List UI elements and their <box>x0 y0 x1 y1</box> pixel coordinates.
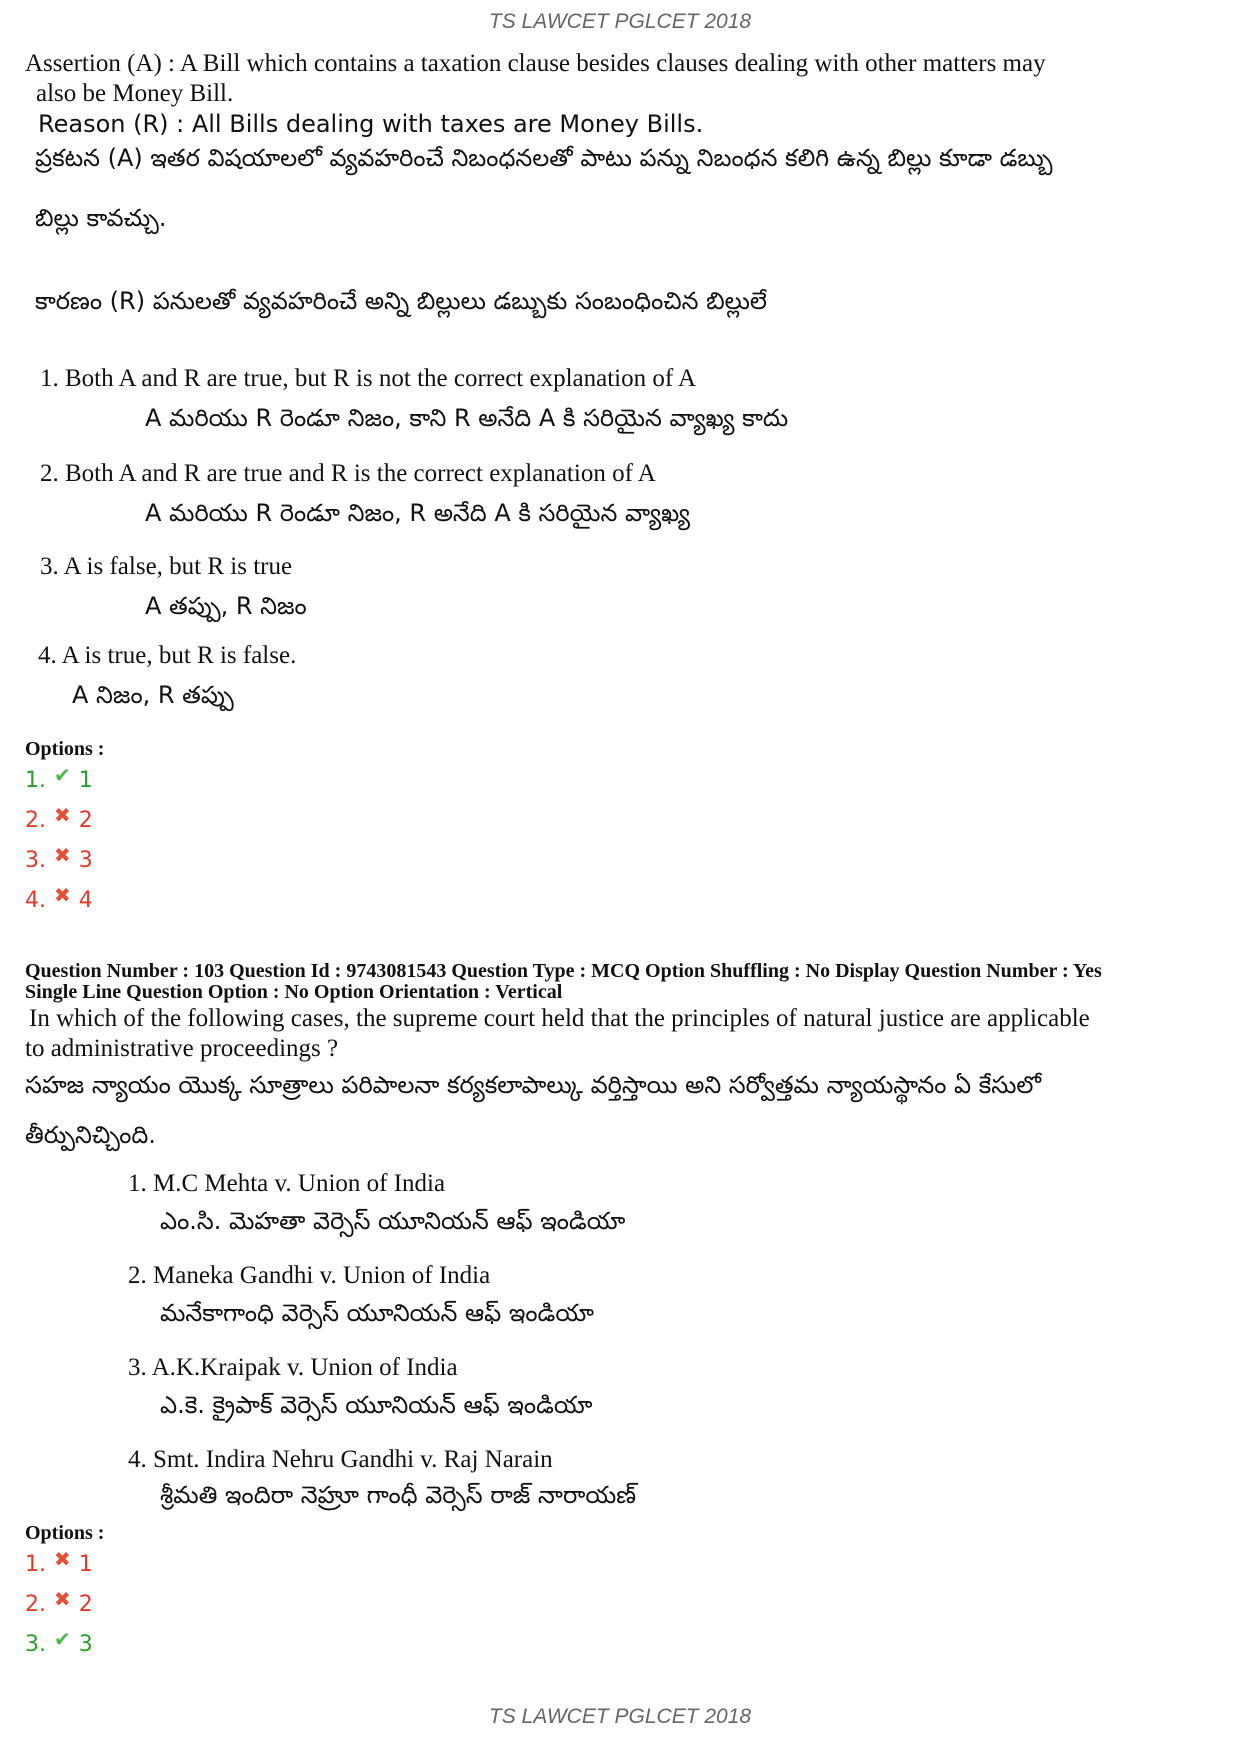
cross-icon: ✖ <box>54 882 71 907</box>
page-header: TS LAWCET PGLCET 2018 <box>488 10 752 33</box>
cross-icon: ✖ <box>54 842 71 867</box>
option-value: 1 <box>78 768 93 793</box>
reason-en: Reason (R) : All Bills dealing with taxes are Money Bills. <box>38 110 704 138</box>
q103-question-en-line1: In which of the following cases, the supreme court held that the principles of natural justice are applicable <box>29 1005 1090 1032</box>
page-footer: TS LAWCET PGLCET 2018 <box>488 1705 752 1728</box>
q103-choice-2-en: 2. Maneka Gandhi v. Union of India <box>128 1262 491 1289</box>
option-value: 3 <box>78 848 93 873</box>
assertion-te-line2: బిల్లు కావచ్చు. <box>35 204 167 232</box>
cross-icon: ✖ <box>54 1586 71 1611</box>
q102-choice-4-en: 4. A is true, but R is false. <box>38 642 297 669</box>
q103-meta-line2: Single Line Question Option : No Option Orientation : Vertical <box>25 981 563 1003</box>
check-icon: ✔ <box>54 762 71 787</box>
q102-choice-1-en: 1. Both A and R are true, but R is not the correct explanation of A <box>40 365 697 392</box>
assertion-te-line1: ప్రకటన (A) ఇతర విషయాలలో వ్యవహరించే నిబంధనలతో పాటు పన్ను నిబంధన కలిగి ఉన్న బిల్లు కూడా డబ్బు <box>35 144 1053 172</box>
q102-choice-4-te: A నిజం, R తప్పు <box>72 681 234 709</box>
option-number: 2. <box>25 1592 46 1617</box>
q102-choice-2-en: 2. Both A and R are true and R is the correct explanation of A <box>40 460 656 487</box>
assertion-en-line2: also be Money Bill. <box>36 80 234 107</box>
check-icon: ✔ <box>54 1626 71 1651</box>
q103-choice-1-te: ఎం.సి. మెహతా వెర్సెస్ యూనియన్ ఆఫ్ ఇండియా <box>160 1207 626 1235</box>
q102-choice-3-te: A తప్పు, R నిజం <box>145 592 307 620</box>
option-value: 2 <box>78 1592 93 1617</box>
q103-question-te-line1: సహజ న్యాయం యొక్క సూత్రాలు పరిపాలనా కర్యకలాపాల్కు వర్తిస్తాయి అని సర్వోత్తమ న్యాయస్థానం ఏ కేసులో <box>25 1071 1042 1099</box>
option-number: 3. <box>25 848 46 873</box>
q103-choice-4-te: శ్రీమతి ఇందిరా నెహ్రూ గాంధీ వెర్సెస్ రాజ్ నారాయణ్ <box>160 1481 637 1509</box>
q103-options-label: Options : <box>25 1522 105 1544</box>
q103-option-2 <box>25 1586 93 1617</box>
q103-choice-3-te: ఎ.కె. క్రైపాక్ వెర్సెస్ యూనియన్ ఆఫ్ ఇండియా <box>160 1391 593 1419</box>
q102-option-4 <box>25 882 93 913</box>
option-number: 3. <box>25 1632 46 1657</box>
q103-question-en-line2: to administrative proceedings ? <box>25 1035 339 1062</box>
option-value: 4 <box>78 888 93 913</box>
q103-meta-line1: Question Number : 103 Question Id : 9743081543 Question Type : MCQ Option Shuffling : No Display Question Number : Yes <box>25 960 1102 982</box>
assertion-en-line1: Assertion (A) : A Bill which contains a taxation clause besides clauses dealing with other matters may <box>25 50 1046 77</box>
cross-icon: ✖ <box>54 1546 71 1571</box>
q103-question-te-line2: తీర్పునిచ్చింది. <box>25 1121 156 1149</box>
q103-choice-4-en: 4. Smt. Indira Nehru Gandhi v. Raj Narain <box>128 1446 553 1473</box>
q102-choice-3-en: 3. A is false, but R is true <box>40 553 293 580</box>
q103-option-1 <box>25 1546 93 1577</box>
option-value: 2 <box>78 808 93 833</box>
reason-te: కారణం (R) పనులతో వ్యవహరించే అన్ని బిల్లులు డబ్బుకు సంబంధించిన బిల్లులే <box>35 287 767 315</box>
option-number: 1. <box>25 1552 46 1577</box>
q102-option-3 <box>25 842 93 873</box>
option-value: 3 <box>78 1632 93 1657</box>
q103-choice-2-te: మనేకాగాంధి వెర్సెస్ యూనియన్ ఆఫ్ ఇండియా <box>160 1299 594 1327</box>
option-number: 4. <box>25 888 46 913</box>
option-value: 1 <box>78 1552 93 1577</box>
q103-choice-3-en: 3. A.K.Kraipak v. Union of India <box>128 1354 458 1381</box>
q102-options-label: Options : <box>25 738 105 760</box>
q103-choice-1-en: 1. M.C Mehta v. Union of India <box>128 1170 446 1197</box>
q102-choice-1-te: A మరియు R రెండూ నిజం, కాని R అనేది A కి సరియైన వ్యాఖ్య కాదు <box>145 404 789 432</box>
q102-option-1 <box>25 762 93 793</box>
q102-choice-2-te: A మరియు R రెండూ నిజం, R అనేది A కి సరియైన వ్యాఖ్య <box>145 499 690 527</box>
option-number: 2. <box>25 808 46 833</box>
cross-icon: ✖ <box>54 802 71 827</box>
q102-option-2 <box>25 802 93 833</box>
q103-option-3 <box>25 1626 93 1657</box>
option-number: 1. <box>25 768 46 793</box>
